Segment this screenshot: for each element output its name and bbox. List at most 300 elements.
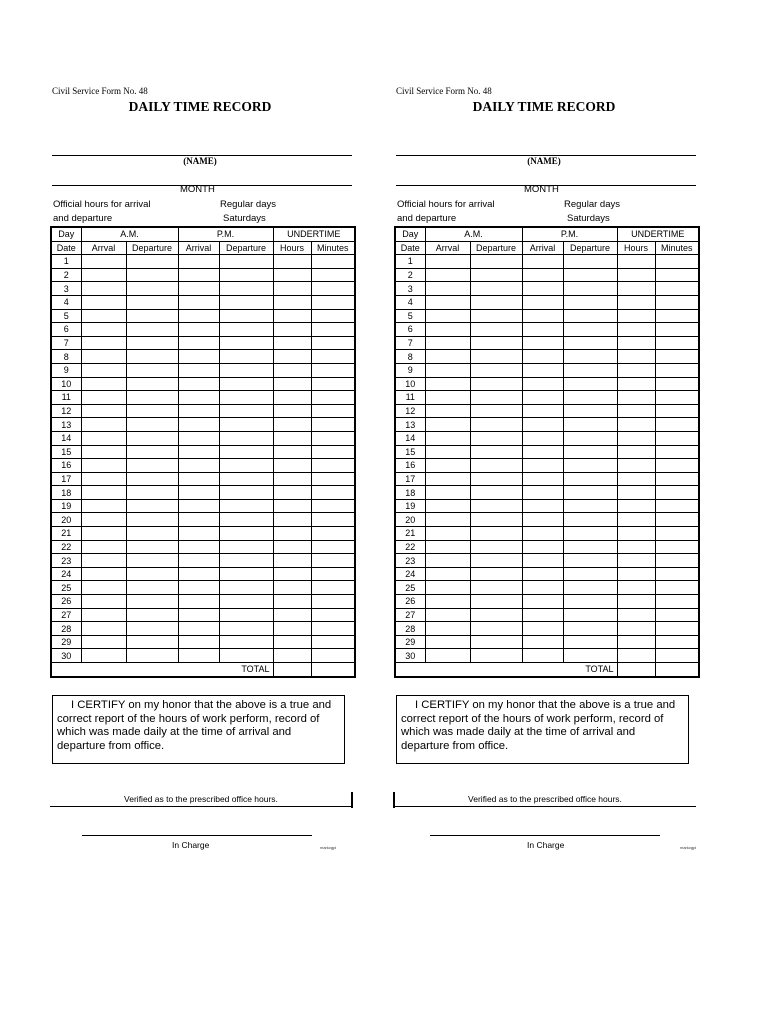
time-entry-cell[interactable] (563, 404, 617, 418)
time-entry-cell[interactable] (522, 323, 563, 337)
time-entry-cell[interactable] (563, 309, 617, 323)
time-entry-cell[interactable] (655, 445, 699, 459)
time-entry-cell[interactable] (655, 363, 699, 377)
time-entry-cell[interactable] (563, 486, 617, 500)
time-entry-cell[interactable] (81, 499, 126, 513)
time-entry-cell[interactable] (273, 323, 311, 337)
time-entry-cell[interactable] (219, 486, 273, 500)
time-entry-cell[interactable] (126, 431, 178, 445)
time-entry-cell[interactable] (425, 323, 470, 337)
time-entry-cell[interactable] (563, 255, 617, 269)
time-entry-cell[interactable] (219, 554, 273, 568)
time-entry-cell[interactable] (425, 499, 470, 513)
time-entry-cell[interactable] (126, 282, 178, 296)
time-entry-cell[interactable] (81, 513, 126, 527)
time-entry-cell[interactable] (273, 540, 311, 554)
time-entry-cell[interactable] (219, 622, 273, 636)
time-entry-cell[interactable] (311, 649, 355, 663)
time-entry-cell[interactable] (178, 418, 219, 432)
time-entry-cell[interactable] (655, 649, 699, 663)
time-entry-cell[interactable] (178, 350, 219, 364)
time-entry-cell[interactable] (178, 295, 219, 309)
time-entry-cell[interactable] (425, 554, 470, 568)
time-entry-cell[interactable] (273, 608, 311, 622)
time-entry-cell[interactable] (425, 404, 470, 418)
time-entry-cell[interactable] (219, 323, 273, 337)
time-entry-cell[interactable] (273, 295, 311, 309)
time-entry-cell[interactable] (219, 363, 273, 377)
time-entry-cell[interactable] (81, 309, 126, 323)
time-entry-cell[interactable] (522, 295, 563, 309)
time-entry-cell[interactable] (178, 431, 219, 445)
time-entry-cell[interactable] (219, 513, 273, 527)
time-entry-cell[interactable] (219, 567, 273, 581)
time-entry-cell[interactable] (273, 567, 311, 581)
time-entry-cell[interactable] (617, 336, 655, 350)
time-entry-cell[interactable] (273, 635, 311, 649)
time-entry-cell[interactable] (311, 622, 355, 636)
time-entry-cell[interactable] (522, 622, 563, 636)
time-entry-cell[interactable] (219, 499, 273, 513)
time-entry-cell[interactable] (311, 595, 355, 609)
time-entry-cell[interactable] (126, 391, 178, 405)
time-entry-cell[interactable] (470, 595, 522, 609)
time-entry-cell[interactable] (617, 595, 655, 609)
time-entry-cell[interactable] (81, 255, 126, 269)
time-entry-cell[interactable] (563, 622, 617, 636)
time-entry-cell[interactable] (563, 336, 617, 350)
time-entry-cell[interactable] (425, 513, 470, 527)
time-entry-cell[interactable] (311, 499, 355, 513)
time-entry-cell[interactable] (126, 472, 178, 486)
time-entry-cell[interactable] (470, 554, 522, 568)
time-entry-cell[interactable] (273, 459, 311, 473)
time-entry-cell[interactable] (311, 282, 355, 296)
time-entry-cell[interactable] (522, 554, 563, 568)
total-hours-cell[interactable] (273, 663, 311, 677)
time-entry-cell[interactable] (273, 363, 311, 377)
time-entry-cell[interactable] (81, 581, 126, 595)
time-entry-cell[interactable] (563, 363, 617, 377)
time-entry-cell[interactable] (655, 581, 699, 595)
time-entry-cell[interactable] (425, 459, 470, 473)
time-entry-cell[interactable] (470, 527, 522, 541)
time-entry-cell[interactable] (655, 635, 699, 649)
time-entry-cell[interactable] (617, 282, 655, 296)
time-entry-cell[interactable] (425, 268, 470, 282)
time-entry-cell[interactable] (655, 431, 699, 445)
time-entry-cell[interactable] (219, 649, 273, 663)
time-entry-cell[interactable] (563, 527, 617, 541)
time-entry-cell[interactable] (522, 608, 563, 622)
time-entry-cell[interactable] (617, 513, 655, 527)
time-entry-cell[interactable] (311, 486, 355, 500)
time-entry-cell[interactable] (273, 527, 311, 541)
time-entry-cell[interactable] (563, 445, 617, 459)
time-entry-cell[interactable] (522, 486, 563, 500)
time-entry-cell[interactable] (126, 608, 178, 622)
time-entry-cell[interactable] (81, 336, 126, 350)
time-entry-cell[interactable] (617, 567, 655, 581)
time-entry-cell[interactable] (273, 418, 311, 432)
time-entry-cell[interactable] (219, 350, 273, 364)
time-entry-cell[interactable] (655, 336, 699, 350)
time-entry-cell[interactable] (522, 540, 563, 554)
time-entry-cell[interactable] (655, 255, 699, 269)
time-entry-cell[interactable] (470, 336, 522, 350)
total-minutes-cell[interactable] (655, 663, 699, 677)
time-entry-cell[interactable] (178, 540, 219, 554)
time-entry-cell[interactable] (178, 391, 219, 405)
time-entry-cell[interactable] (273, 377, 311, 391)
time-entry-cell[interactable] (522, 635, 563, 649)
time-entry-cell[interactable] (126, 350, 178, 364)
time-entry-cell[interactable] (311, 323, 355, 337)
time-entry-cell[interactable] (311, 350, 355, 364)
time-entry-cell[interactable] (470, 445, 522, 459)
time-entry-cell[interactable] (470, 350, 522, 364)
time-entry-cell[interactable] (563, 649, 617, 663)
time-entry-cell[interactable] (126, 635, 178, 649)
time-entry-cell[interactable] (617, 309, 655, 323)
time-entry-cell[interactable] (81, 595, 126, 609)
time-entry-cell[interactable] (178, 309, 219, 323)
time-entry-cell[interactable] (311, 363, 355, 377)
time-entry-cell[interactable] (617, 255, 655, 269)
time-entry-cell[interactable] (522, 472, 563, 486)
time-entry-cell[interactable] (81, 649, 126, 663)
time-entry-cell[interactable] (425, 472, 470, 486)
time-entry-cell[interactable] (178, 622, 219, 636)
time-entry-cell[interactable] (311, 513, 355, 527)
time-entry-cell[interactable] (126, 513, 178, 527)
time-entry-cell[interactable] (617, 431, 655, 445)
time-entry-cell[interactable] (126, 581, 178, 595)
time-entry-cell[interactable] (470, 309, 522, 323)
time-entry-cell[interactable] (178, 513, 219, 527)
time-entry-cell[interactable] (273, 472, 311, 486)
time-entry-cell[interactable] (81, 323, 126, 337)
time-entry-cell[interactable] (470, 649, 522, 663)
time-entry-cell[interactable] (311, 255, 355, 269)
time-entry-cell[interactable] (522, 513, 563, 527)
time-entry-cell[interactable] (219, 527, 273, 541)
time-entry-cell[interactable] (219, 581, 273, 595)
time-entry-cell[interactable] (219, 445, 273, 459)
time-entry-cell[interactable] (470, 391, 522, 405)
time-entry-cell[interactable] (219, 431, 273, 445)
time-entry-cell[interactable] (563, 377, 617, 391)
time-entry-cell[interactable] (81, 622, 126, 636)
time-entry-cell[interactable] (126, 554, 178, 568)
time-entry-cell[interactable] (655, 554, 699, 568)
time-entry-cell[interactable] (178, 499, 219, 513)
time-entry-cell[interactable] (655, 486, 699, 500)
time-entry-cell[interactable] (311, 431, 355, 445)
time-entry-cell[interactable] (81, 540, 126, 554)
time-entry-cell[interactable] (219, 255, 273, 269)
time-entry-cell[interactable] (655, 350, 699, 364)
time-entry-cell[interactable] (126, 459, 178, 473)
time-entry-cell[interactable] (273, 513, 311, 527)
time-entry-cell[interactable] (563, 608, 617, 622)
time-entry-cell[interactable] (178, 459, 219, 473)
time-entry-cell[interactable] (563, 350, 617, 364)
time-entry-cell[interactable] (425, 391, 470, 405)
time-entry-cell[interactable] (273, 268, 311, 282)
time-entry-cell[interactable] (219, 404, 273, 418)
total-minutes-cell[interactable] (311, 663, 355, 677)
time-entry-cell[interactable] (655, 472, 699, 486)
time-entry-cell[interactable] (126, 404, 178, 418)
time-entry-cell[interactable] (178, 567, 219, 581)
time-entry-cell[interactable] (425, 445, 470, 459)
time-entry-cell[interactable] (617, 608, 655, 622)
time-entry-cell[interactable] (81, 418, 126, 432)
time-entry-cell[interactable] (655, 404, 699, 418)
time-entry-cell[interactable] (655, 595, 699, 609)
time-entry-cell[interactable] (219, 595, 273, 609)
time-entry-cell[interactable] (219, 295, 273, 309)
time-entry-cell[interactable] (617, 540, 655, 554)
time-entry-cell[interactable] (655, 622, 699, 636)
time-entry-cell[interactable] (522, 567, 563, 581)
time-entry-cell[interactable] (522, 499, 563, 513)
time-entry-cell[interactable] (81, 377, 126, 391)
time-entry-cell[interactable] (311, 608, 355, 622)
time-entry-cell[interactable] (617, 350, 655, 364)
time-entry-cell[interactable] (219, 268, 273, 282)
time-entry-cell[interactable] (81, 391, 126, 405)
time-entry-cell[interactable] (273, 622, 311, 636)
time-entry-cell[interactable] (655, 323, 699, 337)
time-entry-cell[interactable] (311, 295, 355, 309)
time-entry-cell[interactable] (311, 472, 355, 486)
time-entry-cell[interactable] (219, 459, 273, 473)
time-entry-cell[interactable] (522, 391, 563, 405)
time-entry-cell[interactable] (470, 567, 522, 581)
time-entry-cell[interactable] (273, 554, 311, 568)
time-entry-cell[interactable] (126, 649, 178, 663)
time-entry-cell[interactable] (126, 377, 178, 391)
time-entry-cell[interactable] (219, 540, 273, 554)
time-entry-cell[interactable] (81, 567, 126, 581)
time-entry-cell[interactable] (655, 418, 699, 432)
time-entry-cell[interactable] (311, 377, 355, 391)
time-entry-cell[interactable] (655, 499, 699, 513)
time-entry-cell[interactable] (311, 567, 355, 581)
time-entry-cell[interactable] (81, 282, 126, 296)
time-entry-cell[interactable] (219, 472, 273, 486)
time-entry-cell[interactable] (655, 513, 699, 527)
time-entry-cell[interactable] (425, 595, 470, 609)
time-entry-cell[interactable] (617, 445, 655, 459)
time-entry-cell[interactable] (563, 295, 617, 309)
time-entry-cell[interactable] (81, 404, 126, 418)
time-entry-cell[interactable] (425, 431, 470, 445)
time-entry-cell[interactable] (522, 363, 563, 377)
time-entry-cell[interactable] (617, 581, 655, 595)
time-entry-cell[interactable] (470, 323, 522, 337)
time-entry-cell[interactable] (522, 581, 563, 595)
time-entry-cell[interactable] (617, 635, 655, 649)
time-entry-cell[interactable] (470, 255, 522, 269)
time-entry-cell[interactable] (425, 309, 470, 323)
time-entry-cell[interactable] (273, 595, 311, 609)
time-entry-cell[interactable] (126, 295, 178, 309)
time-entry-cell[interactable] (311, 581, 355, 595)
time-entry-cell[interactable] (81, 608, 126, 622)
time-entry-cell[interactable] (522, 418, 563, 432)
time-entry-cell[interactable] (219, 336, 273, 350)
time-entry-cell[interactable] (563, 268, 617, 282)
time-entry-cell[interactable] (470, 486, 522, 500)
time-entry-cell[interactable] (617, 323, 655, 337)
time-entry-cell[interactable] (311, 418, 355, 432)
time-entry-cell[interactable] (470, 282, 522, 296)
time-entry-cell[interactable] (563, 554, 617, 568)
time-entry-cell[interactable] (273, 255, 311, 269)
time-entry-cell[interactable] (219, 418, 273, 432)
time-entry-cell[interactable] (273, 499, 311, 513)
time-entry-cell[interactable] (178, 635, 219, 649)
time-entry-cell[interactable] (126, 309, 178, 323)
time-entry-cell[interactable] (655, 391, 699, 405)
time-entry-cell[interactable] (126, 268, 178, 282)
time-entry-cell[interactable] (563, 323, 617, 337)
time-entry-cell[interactable] (425, 567, 470, 581)
time-entry-cell[interactable] (273, 282, 311, 296)
time-entry-cell[interactable] (425, 622, 470, 636)
time-entry-cell[interactable] (655, 540, 699, 554)
time-entry-cell[interactable] (219, 608, 273, 622)
time-entry-cell[interactable] (178, 404, 219, 418)
time-entry-cell[interactable] (126, 499, 178, 513)
time-entry-cell[interactable] (617, 363, 655, 377)
time-entry-cell[interactable] (563, 472, 617, 486)
time-entry-cell[interactable] (522, 336, 563, 350)
time-entry-cell[interactable] (522, 649, 563, 663)
time-entry-cell[interactable] (522, 404, 563, 418)
time-entry-cell[interactable] (311, 635, 355, 649)
time-entry-cell[interactable] (178, 649, 219, 663)
time-entry-cell[interactable] (425, 527, 470, 541)
time-entry-cell[interactable] (126, 540, 178, 554)
time-entry-cell[interactable] (311, 459, 355, 473)
time-entry-cell[interactable] (273, 336, 311, 350)
time-entry-cell[interactable] (126, 363, 178, 377)
time-entry-cell[interactable] (126, 323, 178, 337)
time-entry-cell[interactable] (81, 445, 126, 459)
time-entry-cell[interactable] (425, 350, 470, 364)
time-entry-cell[interactable] (563, 391, 617, 405)
time-entry-cell[interactable] (522, 309, 563, 323)
time-entry-cell[interactable] (617, 295, 655, 309)
time-entry-cell[interactable] (522, 255, 563, 269)
time-entry-cell[interactable] (470, 268, 522, 282)
time-entry-cell[interactable] (470, 377, 522, 391)
time-entry-cell[interactable] (522, 350, 563, 364)
time-entry-cell[interactable] (522, 431, 563, 445)
time-entry-cell[interactable] (273, 581, 311, 595)
time-entry-cell[interactable] (178, 363, 219, 377)
time-entry-cell[interactable] (617, 486, 655, 500)
time-entry-cell[interactable] (425, 608, 470, 622)
time-entry-cell[interactable] (219, 377, 273, 391)
time-entry-cell[interactable] (126, 445, 178, 459)
time-entry-cell[interactable] (617, 418, 655, 432)
time-entry-cell[interactable] (655, 377, 699, 391)
time-entry-cell[interactable] (178, 472, 219, 486)
time-entry-cell[interactable] (425, 363, 470, 377)
time-entry-cell[interactable] (655, 295, 699, 309)
time-entry-cell[interactable] (273, 309, 311, 323)
time-entry-cell[interactable] (178, 527, 219, 541)
time-entry-cell[interactable] (563, 540, 617, 554)
time-entry-cell[interactable] (311, 391, 355, 405)
time-entry-cell[interactable] (311, 445, 355, 459)
time-entry-cell[interactable] (178, 608, 219, 622)
time-entry-cell[interactable] (425, 336, 470, 350)
time-entry-cell[interactable] (311, 554, 355, 568)
time-entry-cell[interactable] (178, 323, 219, 337)
time-entry-cell[interactable] (81, 472, 126, 486)
time-entry-cell[interactable] (126, 486, 178, 500)
time-entry-cell[interactable] (273, 431, 311, 445)
time-entry-cell[interactable] (470, 418, 522, 432)
time-entry-cell[interactable] (563, 418, 617, 432)
time-entry-cell[interactable] (655, 527, 699, 541)
time-entry-cell[interactable] (81, 459, 126, 473)
time-entry-cell[interactable] (273, 445, 311, 459)
time-entry-cell[interactable] (522, 595, 563, 609)
time-entry-cell[interactable] (617, 622, 655, 636)
time-entry-cell[interactable] (470, 635, 522, 649)
time-entry-cell[interactable] (311, 309, 355, 323)
time-entry-cell[interactable] (522, 268, 563, 282)
time-entry-cell[interactable] (522, 377, 563, 391)
time-entry-cell[interactable] (522, 282, 563, 296)
time-entry-cell[interactable] (425, 377, 470, 391)
time-entry-cell[interactable] (178, 445, 219, 459)
time-entry-cell[interactable] (617, 391, 655, 405)
time-entry-cell[interactable] (81, 268, 126, 282)
time-entry-cell[interactable] (563, 499, 617, 513)
time-entry-cell[interactable] (126, 255, 178, 269)
time-entry-cell[interactable] (178, 486, 219, 500)
time-entry-cell[interactable] (655, 282, 699, 296)
total-hours-cell[interactable] (617, 663, 655, 677)
time-entry-cell[interactable] (311, 540, 355, 554)
time-entry-cell[interactable] (617, 268, 655, 282)
time-entry-cell[interactable] (81, 554, 126, 568)
time-entry-cell[interactable] (617, 554, 655, 568)
time-entry-cell[interactable] (425, 255, 470, 269)
time-entry-cell[interactable] (563, 459, 617, 473)
time-entry-cell[interactable] (617, 404, 655, 418)
time-entry-cell[interactable] (470, 295, 522, 309)
time-entry-cell[interactable] (655, 567, 699, 581)
time-entry-cell[interactable] (311, 404, 355, 418)
time-entry-cell[interactable] (655, 608, 699, 622)
time-entry-cell[interactable] (219, 309, 273, 323)
time-entry-cell[interactable] (522, 445, 563, 459)
time-entry-cell[interactable] (126, 595, 178, 609)
time-entry-cell[interactable] (470, 622, 522, 636)
time-entry-cell[interactable] (617, 527, 655, 541)
time-entry-cell[interactable] (655, 268, 699, 282)
time-entry-cell[interactable] (178, 377, 219, 391)
